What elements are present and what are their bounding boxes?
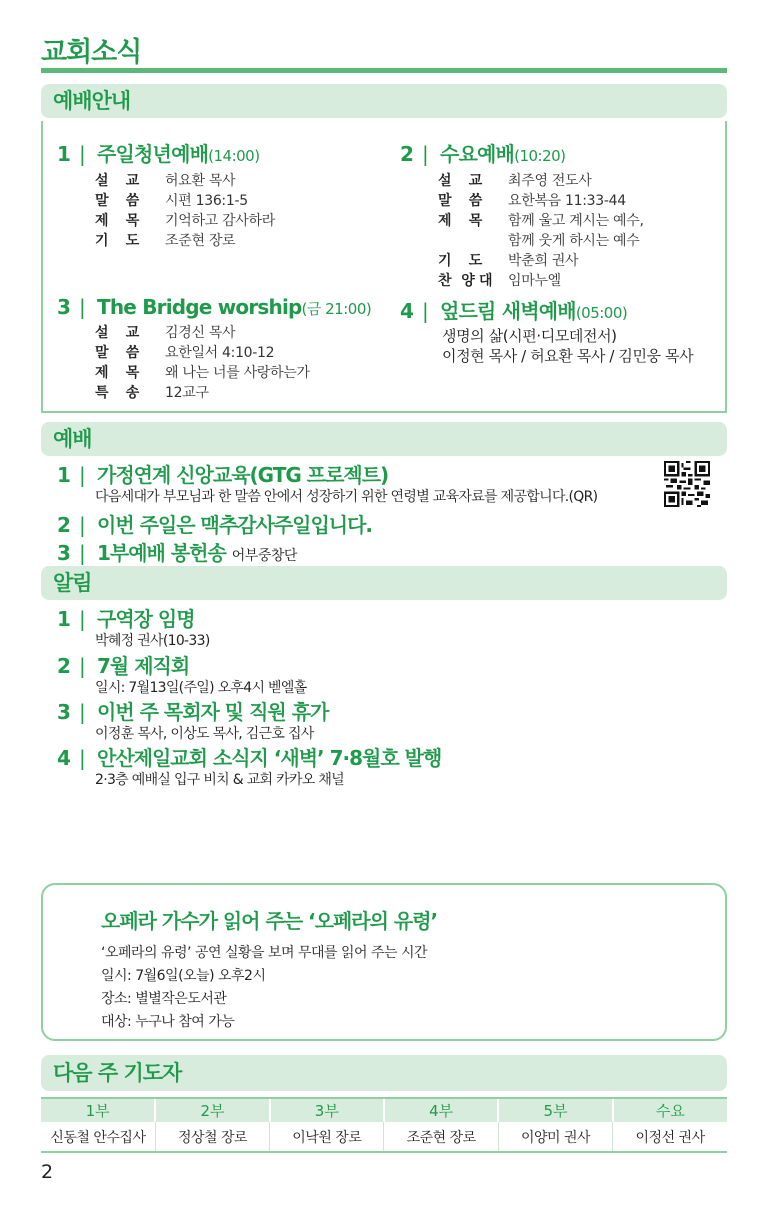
service-dawn: 4 | 엎드림 새벽예배(05:00) 생명의 삶(시편·디모데전서) 이정현 목사 / 허요환 목사 / 김민웅 목사: [400, 299, 694, 365]
service-row: 말 씀 요한일서 4:10-12: [95, 345, 275, 361]
service-line: 생명의 삶(시편·디모데전서): [442, 327, 617, 345]
service-time: (05:00): [575, 304, 628, 322]
service-name: 엎드림 새벽예배: [440, 299, 576, 323]
service-row: 기 도 조준현 장로: [95, 233, 236, 249]
service-time: (14:00): [208, 147, 260, 165]
service-row: 설 교 허요환 목사: [95, 173, 236, 189]
notice-item: 4 | 안산제일교회 소식지 ‘새벽’ 7·8월호 발행 2·3층 예배실 입구 비치 & 교회 카카오 채널: [57, 746, 442, 788]
qr-code-icon[interactable]: [664, 461, 710, 507]
item-title: 구역장 임명: [97, 607, 195, 631]
service-row: 제 목 왜 나는 너를 사랑하는가: [95, 365, 310, 381]
service-number: 3: [57, 295, 71, 319]
service-row: 특 송 12교구: [95, 385, 209, 401]
event-line: 대상: 누구나 참여 가능: [101, 1014, 235, 1030]
prayer-table: [41, 1097, 727, 1153]
prayer-col-header: 5부: [498, 1098, 612, 1122]
page-title: 교회소식: [41, 37, 142, 68]
opera-event-box: [41, 883, 727, 1041]
service-line: 이정현 목사 / 허요환 목사 / 김민웅 목사: [442, 347, 694, 365]
item-title: 안산제일교회 소식지 ‘새벽’ 7·8월호 발행: [97, 746, 442, 770]
prayer-name: 이정선 권사: [613, 1122, 727, 1152]
service-time: (10:20): [514, 147, 566, 165]
prayer-header: 다음 주 기도자: [41, 1055, 727, 1091]
notice-item: 2 | 7월 제직회 일시: 7월13일(주일) 오후4시 벧엘홀: [57, 654, 307, 696]
service-row: 말 씀 요한복음 11:33-44: [438, 193, 626, 209]
item-desc: 일시: 7월13일(주일) 오후4시 벧엘홀: [95, 680, 307, 696]
service-row: 설 교 최주영 전도사: [438, 173, 592, 189]
item-title: 1부예배 봉헌송: [97, 541, 226, 565]
event-line: ‘오페라의 유령’ 공연 실황을 보며 무대를 읽어 주는 시간: [101, 945, 428, 961]
service-name: The Bridge worship: [97, 295, 302, 319]
prayer-col-header: 1부: [41, 1098, 155, 1122]
service-row: 기 도 박춘희 권사: [438, 253, 579, 269]
event-line: 일시: 7월6일(오늘) 오후2시: [101, 968, 266, 984]
item-desc: 박혜정 권사(10-33): [95, 633, 210, 649]
service-name: 수요예배: [440, 142, 515, 166]
item-title: 가정연계 신앙교육(GTG 프로젝트): [97, 463, 389, 487]
item-desc: 2·3층 예배실 입구 비치 & 교회 카카오 채널: [95, 772, 344, 788]
event-title: 오페라 가수가 읽어 주는 ‘오페라의 유령’: [101, 909, 438, 933]
event-line: 장소: 별별작은도서관: [101, 991, 227, 1007]
notices-header: 알림: [41, 566, 727, 600]
service-row: 제 목 기억하고 감사하라: [95, 213, 275, 229]
prayer-name: 이양미 권사: [498, 1122, 612, 1152]
item-title: 이번 주일은 맥추감사주일입니다.: [97, 513, 373, 537]
notice-item: 3 | 이번 주 목회자 및 직원 휴가 이정훈 목사, 이상도 목사, 김근호 집사: [57, 700, 329, 742]
service-time: (금 21:00): [301, 300, 372, 318]
prayer-name: 정상철 장로: [155, 1122, 269, 1152]
worship-news-item: 1 | 가정연계 신앙교육(GTG 프로젝트) 다음세대가 부모님과 한 말씀 안에서 성장하기 위한 연령별 교육자료를 제공합니다.(QR): [57, 463, 598, 505]
notice-item: 1 | 구역장 임명 박혜정 권사(10-33): [57, 607, 210, 649]
service-row: 제 목 함께 울고 계시는 예수,: [438, 213, 644, 229]
prayer-col-header: 4부: [384, 1098, 498, 1122]
worship-guide-header: 예배안내: [41, 84, 727, 118]
prayer-name: 신동철 안수집사: [41, 1122, 155, 1152]
prayer-col-header: 2부: [155, 1098, 269, 1122]
page-number: 2: [41, 1161, 54, 1183]
worship-news-header: 예배: [41, 422, 727, 456]
worship-news-item: 3 | 1부예배 봉헌송 어부중창단: [57, 541, 297, 565]
item-title: 이번 주 목회자 및 직원 휴가: [97, 700, 329, 724]
service-row: 말 씀 시편 136:1-5: [95, 193, 248, 209]
service-bridge-worship: 3 | The Bridge worship(금 21:00) 설 교 김경신 목사 말 씀 요한일서 4:10-12 제 목 왜 나는 너를 사랑하는가 특 송 12교구: [57, 295, 372, 401]
service-row: 찬 양 대 임마누엘: [438, 273, 561, 289]
prayer-name: 이낙원 장로: [270, 1122, 384, 1152]
service-row: 함께 웃게 하시는 예수: [508, 233, 640, 249]
service-number: 4: [400, 299, 414, 323]
service-name: 주일청년예배: [97, 142, 209, 166]
prayer-name: 조준현 장로: [384, 1122, 498, 1152]
prayer-col-header: 수요: [613, 1098, 727, 1122]
prayer-col-header: 3부: [270, 1098, 384, 1122]
title-divider: [41, 68, 727, 73]
item-desc: 이정훈 목사, 이상도 목사, 김근호 집사: [95, 726, 314, 742]
item-desc: 다음세대가 부모님과 한 말씀 안에서 성장하기 위한 연령별 교육자료를 제공합니다.(QR): [95, 489, 598, 505]
service-number: 2: [400, 142, 414, 166]
service-wednesday: 2 | 수요예배(10:20) 설 교 최주영 전도사 말 씀 요한복음 11:33-44 제 목 함께 울고 계시는 예수, 함께 웃게 하시는 예수 기 도 박춘희 권사 찬 양 대 임마누엘: [400, 142, 644, 289]
item-sub: 어부중창단: [231, 548, 297, 564]
item-title: 7월 제직회: [97, 654, 190, 678]
worship-news-item: 2 | 이번 주일은 맥추감사주일입니다.: [57, 513, 373, 537]
service-sunday-youth: 1 | 주일청년예배(14:00) 설 교 허요환 목사 말 씀 시편 136:1-5 제 목 기억하고 감사하라 기 도 조준현 장로: [57, 142, 275, 249]
service-number: 1: [57, 142, 71, 166]
service-row: 설 교 김경신 목사: [95, 325, 236, 341]
